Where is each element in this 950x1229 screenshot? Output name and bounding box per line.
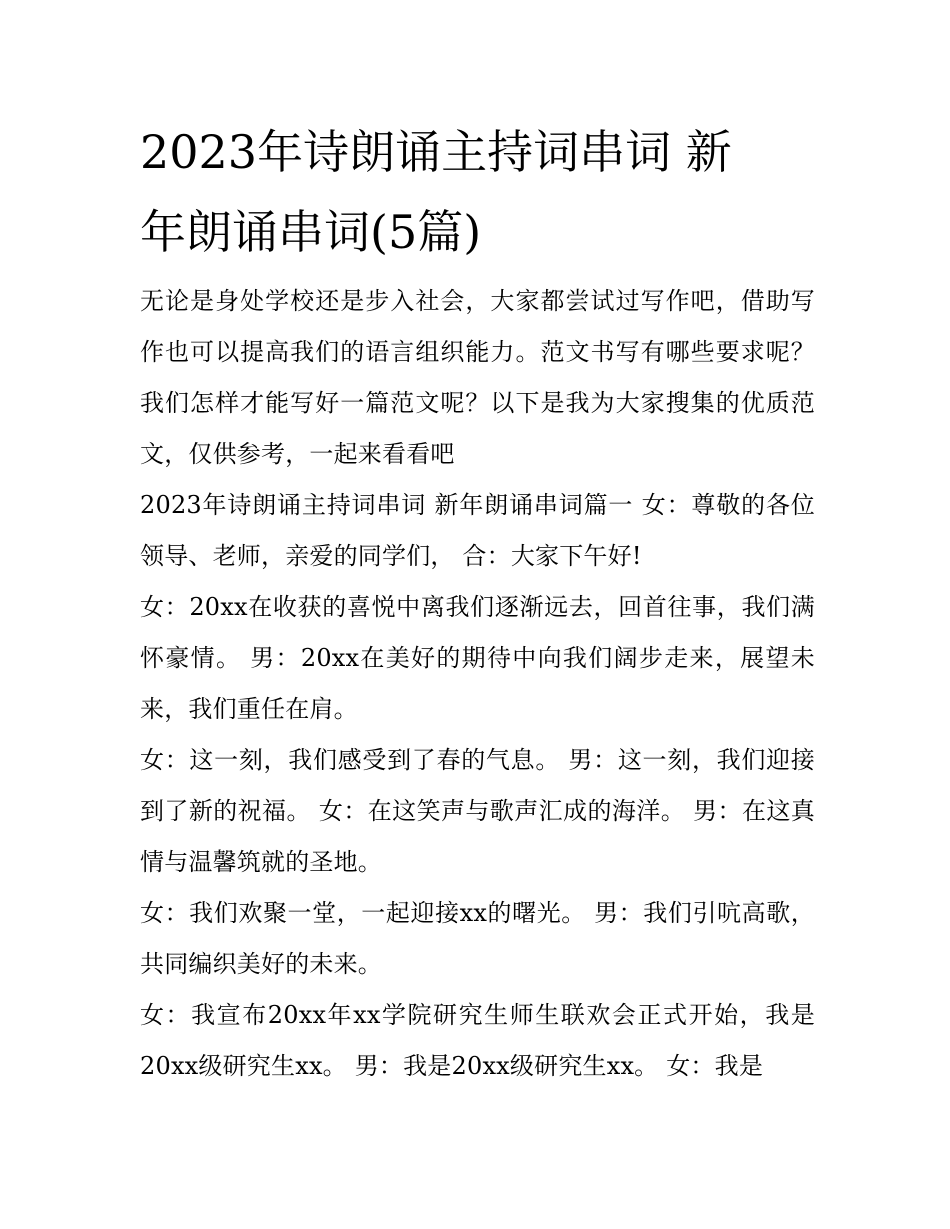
script-paragraph-5: 女：我宣布20xx年xx学院研究生师生联欢会正式开始，我是20xx级研究生xx。 男：我是20xx级研究生xx。 女：我是 <box>140 1001 815 1080</box>
document-title <box>140 112 830 272</box>
title-line-2: 年朗诵串词(5篇) <box>140 205 482 259</box>
intro-paragraph: 无论是身处学校还是步入社会，大家都尝试过写作吧，借助写作也可以提高我们的语言组织能力。范文书写有哪些要求呢？我们怎样才能写好一篇范文呢？以下是我为大家搜集的优质范文，仅供参考，一起来看看吧 <box>140 287 815 468</box>
title-line-1: 2023年诗朗诵主持词串词 新 <box>140 125 732 179</box>
script-paragraph-2: 女：20xx在收获的喜悦中离我们逐渐远去，回首往事，我们满怀豪情。 男：20xx在美好的期待中向我们阔步走来，展望未来，我们重任在肩。 <box>140 593 815 723</box>
script-paragraph-1: 2023年诗朗诵主持词串词 新年朗诵串词篇一 女：尊敬的各位领导、老师，亲爱的同学们， 合：大家下午好! <box>140 491 815 570</box>
script-paragraph-4: 女：我们欢聚一堂，一起迎接xx的曙光。 男：我们引吭高歌，共同编织美好的未来。 <box>140 899 815 978</box>
document-body <box>140 276 815 1092</box>
script-paragraph-3: 女：这一刻，我们感受到了春的气息。 男：这一刻，我们迎接到了新的祝福。 女：在这笑声与歌声汇成的海洋。 男：在这真情与温馨筑就的圣地。 <box>140 746 815 876</box>
